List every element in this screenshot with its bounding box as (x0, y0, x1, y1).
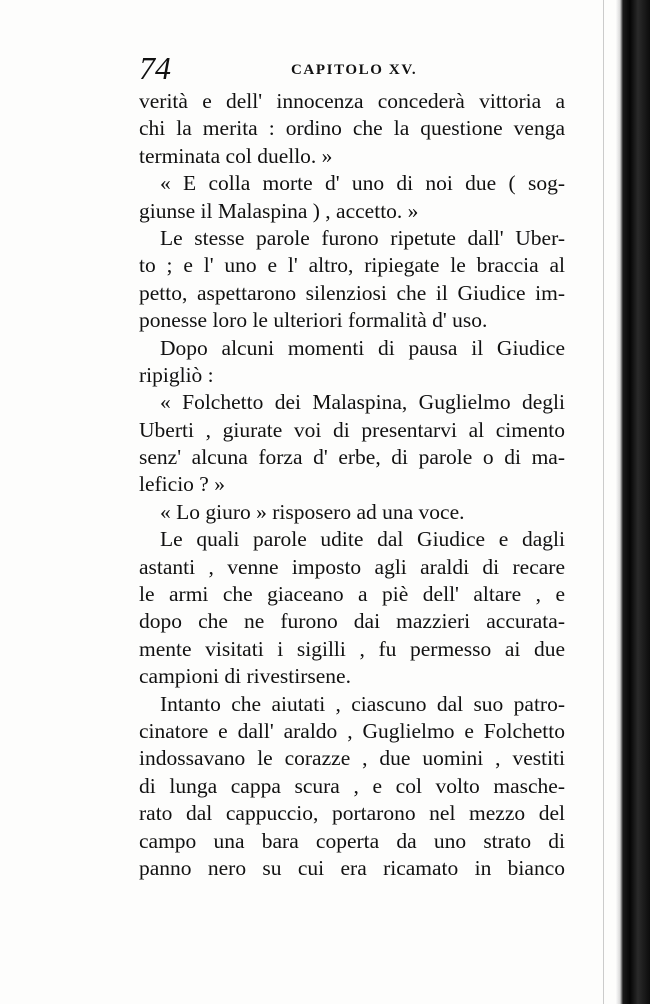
chapter-title: CAPITOLO XV. (291, 62, 418, 78)
text-line: di lunga cappa scura , e col volto masche- (139, 773, 565, 798)
text-line: petto, aspettarono silenziosi che il Giudice im- (139, 280, 565, 305)
book-edge-shadow (616, 0, 650, 1004)
text-line: ripigliò : (139, 362, 214, 387)
text-line: Le quali parole udite dal Giudice e dagli (160, 527, 565, 552)
text-line: dopo che ne furono dai mazzieri accurata- (139, 609, 565, 634)
text-line: senz' alcuna forza d' erbe, di parole o di ma- (139, 445, 565, 470)
text-line: leficio ? » (139, 472, 225, 497)
text-line: terminata col duello. » (139, 143, 333, 168)
text-line: giunse il Malaspina ) , accetto. » (139, 198, 419, 223)
text-line: Uberti , giurate voi di presentarvi al cimento (139, 417, 565, 442)
text-line: Dopo alcuni momenti di pausa il Giudice (160, 335, 565, 360)
text-line: astanti , venne imposto agli araldi di recare (139, 554, 565, 579)
text-line: « E colla morte d' uno di noi due ( sog- (160, 171, 565, 196)
page-fold-line (603, 0, 604, 1004)
text-line: ponesse loro le ulteriori formalità d' uso. (139, 308, 488, 333)
text-line: campo una bara coperta da uno strato di (139, 828, 565, 853)
body-text (139, 88, 565, 882)
text-line: to ; e l' uno e l' altro, ripiegate le braccia al (139, 253, 565, 278)
text-line: le armi che giaceano a piè dell' altare , e (139, 582, 565, 607)
text-line: rato dal cappuccio, portarono nel mezzo del (139, 801, 565, 826)
text-line: campioni di rivestirsene. (139, 664, 351, 689)
page-number: 74 (139, 50, 171, 86)
text-line: panno nero su cui era ricamato in bianco (139, 855, 565, 880)
text-line: verità e dell' innocenza concederà vittoria a (139, 89, 565, 113)
text-line: indossavano le corazze , due uomini , vestiti (139, 746, 565, 771)
text-line: Le stesse parole furono ripetute dall' Uber- (160, 225, 565, 250)
page-header (139, 50, 565, 86)
text-line: Intanto che aiutati , ciascuno dal suo patro- (160, 691, 565, 716)
text-line: cinatore e dall' araldo , Guglielmo e Folchetto (139, 718, 565, 743)
text-line: « Folchetto dei Malaspina, Guglielmo degli (160, 390, 565, 415)
text-line: chi la merita : ordino che la questione venga (139, 116, 565, 141)
text-line: « Lo giuro » risposero ad una voce. (160, 499, 465, 524)
text-line: mente visitati i sigilli , fu permesso ai due (139, 636, 565, 661)
